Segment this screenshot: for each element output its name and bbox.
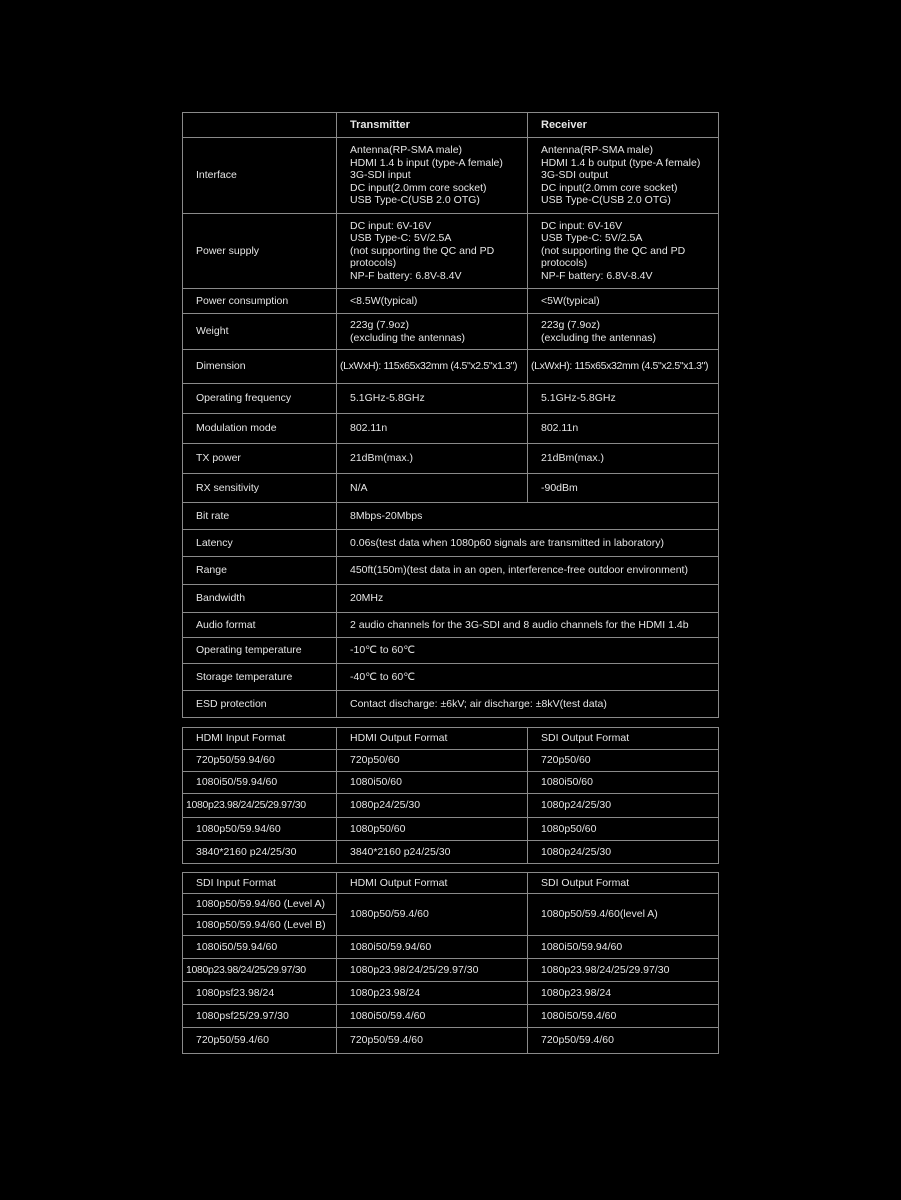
spec-header-blank	[183, 113, 337, 138]
table-row	[183, 772, 719, 794]
spec-row-rx-sensitivity	[183, 474, 719, 503]
table-cell: 1080p50/60	[337, 818, 528, 841]
column-header: HDMI Input Format	[183, 728, 337, 750]
shared-value: -40℃ to 60℃	[337, 664, 719, 691]
spec-row-esd-protection	[183, 691, 719, 718]
table-cell: 1080p50/59.94/60 (Level A)	[183, 894, 337, 915]
table-cell: 720p50/60	[528, 750, 719, 772]
transmitter-value: DC input: 6V-16V USB Type-C: 5V/2.5A (not supporting the QC and PD protocols) NP-F battery: 6.8V-8.4V	[337, 214, 528, 289]
table-row	[183, 794, 719, 818]
spec-row-operating-temperature	[183, 638, 719, 664]
spec-label: Audio format	[183, 613, 337, 638]
format-header-row	[183, 873, 719, 894]
shared-value: 2 audio channels for the 3G-SDI and 8 audio channels for the HDMI 1.4b	[337, 613, 719, 638]
table-cell: 1080p23.98/24	[337, 982, 528, 1005]
spec-row-bandwidth	[183, 585, 719, 613]
spec-label: Dimension	[183, 350, 337, 384]
spec-table	[182, 112, 719, 718]
table-row	[183, 841, 719, 864]
receiver-value: 802.11n	[528, 414, 719, 444]
spec-label: Interface	[183, 138, 337, 214]
shared-value: 8Mbps-20Mbps	[337, 503, 719, 530]
table-cell: 1080i50/59.94/60	[183, 936, 337, 959]
transmitter-value: N/A	[337, 474, 528, 503]
transmitter-value: 5.1GHz-5.8GHz	[337, 384, 528, 414]
spec-label: Range	[183, 557, 337, 585]
table-cell: 1080p50/59.94/60 (Level B)	[183, 915, 337, 936]
table-cell: 1080i50/59.4/60	[337, 1005, 528, 1028]
shared-value: 0.06s(test data when 1080p60 signals are transmitted in laboratory)	[337, 530, 719, 557]
spec-row-latency	[183, 530, 719, 557]
spec-row-dimension	[183, 350, 719, 384]
table-cell: 1080i50/59.94/60	[337, 936, 528, 959]
table-row	[183, 750, 719, 772]
receiver-value: <5W(typical)	[528, 289, 719, 314]
receiver-value: 223g (7.9oz) (excluding the antennas)	[528, 314, 719, 350]
column-header: SDI Output Format	[528, 873, 719, 894]
table-row	[183, 1005, 719, 1028]
spec-row-storage-temperature	[183, 664, 719, 691]
column-header: HDMI Output Format	[337, 728, 528, 750]
table-cell: 720p50/59.4/60	[528, 1028, 719, 1054]
spec-row-tx-power	[183, 444, 719, 474]
transmitter-value: 21dBm(max.)	[337, 444, 528, 474]
table-cell: 720p50/60	[337, 750, 528, 772]
table-cell: 3840*2160 p24/25/30	[337, 841, 528, 864]
spec-label: TX power	[183, 444, 337, 474]
transmitter-value: Antenna(RP-SMA male) HDMI 1.4 b input (type-A female) 3G-SDI input DC input(2.0mm core socket) USB Type-C(USB 2.0 OTG)	[337, 138, 528, 214]
table-cell: 1080p50/59.4/60	[337, 894, 528, 936]
shared-value: Contact discharge: ±6kV; air discharge: ±8kV(test data)	[337, 691, 719, 718]
table-row	[183, 959, 719, 982]
spec-row-power-supply	[183, 214, 719, 289]
spec-row-interface	[183, 138, 719, 214]
receiver-value: (LxWxH): 115x65x32mm (4.5"x2.5"x1.3")	[528, 350, 719, 384]
spec-row-bit-rate	[183, 503, 719, 530]
table-cell: 720p50/59.4/60	[183, 1028, 337, 1054]
spec-header-row	[183, 113, 719, 138]
receiver-value: DC input: 6V-16V USB Type-C: 5V/2.5A (not supporting the QC and PD protocols) NP-F battery: 6.8V-8.4V	[528, 214, 719, 289]
table-row	[183, 1028, 719, 1054]
spec-label: Operating frequency	[183, 384, 337, 414]
table-cell: 1080p50/59.94/60	[183, 818, 337, 841]
receiver-value: 5.1GHz-5.8GHz	[528, 384, 719, 414]
transmitter-value: 223g (7.9oz) (excluding the antennas)	[337, 314, 528, 350]
table-cell: 1080p24/25/30	[528, 794, 719, 818]
table-cell: 1080i50/59.4/60	[528, 1005, 719, 1028]
table-cell: 1080p24/25/30	[528, 841, 719, 864]
table-cell: 1080i50/59.94/60	[183, 772, 337, 794]
receiver-header: Receiver	[528, 113, 719, 138]
receiver-value: 21dBm(max.)	[528, 444, 719, 474]
transmitter-value: (LxWxH): 115x65x32mm (4.5"x2.5"x1.3")	[337, 350, 528, 384]
sdi-format-table	[182, 872, 719, 1054]
table-cell: 1080p50/60	[528, 818, 719, 841]
table-cell: 1080p23.98/24/25/29.97/30	[337, 959, 528, 982]
table-cell: 1080p23.98/24/25/29.97/30	[183, 794, 337, 818]
spec-row-operating-frequency	[183, 384, 719, 414]
table-cell: 720p50/59.94/60	[183, 750, 337, 772]
format-header-row	[183, 728, 719, 750]
table-cell: 1080psf25/29.97/30	[183, 1005, 337, 1028]
table-cell: 720p50/59.4/60	[337, 1028, 528, 1054]
spec-row-weight	[183, 314, 719, 350]
table-cell: 1080p23.98/24	[528, 982, 719, 1005]
transmitter-value: 802.11n	[337, 414, 528, 444]
spec-label: Bit rate	[183, 503, 337, 530]
spec-label: ESD protection	[183, 691, 337, 718]
table-cell: 3840*2160 p24/25/30	[183, 841, 337, 864]
spec-label: Power supply	[183, 214, 337, 289]
shared-value: -10℃ to 60℃	[337, 638, 719, 664]
table-cell: 1080p24/25/30	[337, 794, 528, 818]
shared-value: 450ft(150m)(test data in an open, interference-free outdoor environment)	[337, 557, 719, 585]
table-row	[183, 818, 719, 841]
column-header: SDI Input Format	[183, 873, 337, 894]
hdmi-format-table	[182, 727, 719, 864]
spec-row-range	[183, 557, 719, 585]
table-cell: 1080p50/59.4/60(level A)	[528, 894, 719, 936]
transmitter-header: Transmitter	[337, 113, 528, 138]
table-cell: 1080p23.98/24/25/29.97/30	[183, 959, 337, 982]
table-cell: 1080i50/60	[528, 772, 719, 794]
shared-value: 20MHz	[337, 585, 719, 613]
table-cell: 1080psf23.98/24	[183, 982, 337, 1005]
spec-label: Bandwidth	[183, 585, 337, 613]
spec-row-modulation-mode	[183, 414, 719, 444]
spec-label: Power consumption	[183, 289, 337, 314]
receiver-value: Antenna(RP-SMA male) HDMI 1.4 b output (type-A female) 3G-SDI output DC input(2.0mm core socket) USB Type-C(USB 2.0 OTG)	[528, 138, 719, 214]
spec-label: Operating temperature	[183, 638, 337, 664]
spec-label: Modulation mode	[183, 414, 337, 444]
table-cell: 1080i50/59.94/60	[528, 936, 719, 959]
spec-label: Weight	[183, 314, 337, 350]
spec-label: Storage temperature	[183, 664, 337, 691]
column-header: SDI Output Format	[528, 728, 719, 750]
table-row	[183, 936, 719, 959]
table-row	[183, 894, 719, 915]
spec-label: RX sensitivity	[183, 474, 337, 503]
spec-label: Latency	[183, 530, 337, 557]
receiver-value: -90dBm	[528, 474, 719, 503]
table-row	[183, 982, 719, 1005]
table-cell: 1080p23.98/24/25/29.97/30	[528, 959, 719, 982]
column-header: HDMI Output Format	[337, 873, 528, 894]
table-cell: 1080i50/60	[337, 772, 528, 794]
spec-row-power-consumption	[183, 289, 719, 314]
transmitter-value: <8.5W(typical)	[337, 289, 528, 314]
spec-row-audio-format	[183, 613, 719, 638]
